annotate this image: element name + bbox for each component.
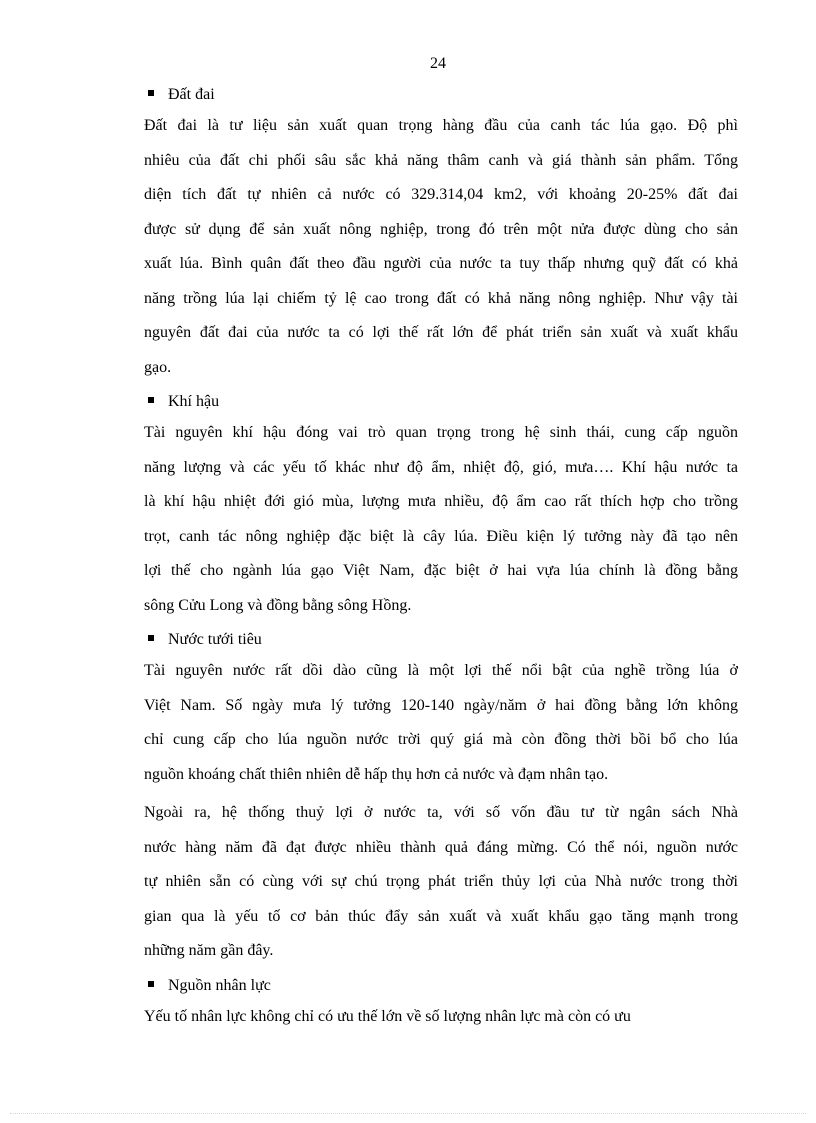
paragraph-line: được sử dụng để sản xuất nông nghiệp, trong đó trên một nửa được dùng cho sản (144, 220, 738, 238)
paragraph-line: lợi thế cho ngành lúa gạo Việt Nam, đặc biệt ở hai vựa lúa chính là đồng bằng (144, 562, 738, 579)
page-number: 24 (430, 55, 446, 72)
body-paragraph (144, 1000, 738, 1035)
paragraph-line: tự nhiên sẵn có cùng với sự chú trọng phát triển thủy lợi của Nhà nước trong thời (144, 873, 738, 890)
section-heading (148, 80, 738, 109)
page-bottom-border (10, 1113, 806, 1114)
paragraph-line: xuất lúa. Bình quân đất theo đầu người của nước ta tuy thấp nhưng quỹ đất có khả (144, 255, 738, 272)
section-heading-text: Nước tưới tiêu (168, 631, 262, 648)
section-heading-text: Đất đai (168, 86, 215, 103)
paragraph-line: chỉ cung cấp cho lúa nguồn nước trời quý giá mà còn đồng thời bồi bổ cho lúa (144, 731, 738, 748)
paragraph-line: nguồn khoáng chất thiên nhiên dễ hấp thụ hơn cả nước và đạm nhân tạo. (144, 765, 609, 783)
body-paragraph (144, 796, 738, 969)
paragraph-line: gạo. (144, 358, 172, 376)
paragraph-line: sông Cửu Long và đồng bằng sông Hồng. (144, 596, 412, 614)
section-heading (148, 625, 738, 654)
paragraph-line: trọt, canh tác nông nghiệp đặc biệt là cây lúa. Điều kiện lý tưởng này đã tạo nên (144, 527, 738, 545)
section-heading (148, 387, 738, 416)
page-content (144, 80, 738, 1034)
body-paragraph (144, 109, 738, 385)
section-heading (148, 971, 738, 1000)
paragraph-line: gian qua là yếu tố cơ bản thúc đẩy sản xuất và xuất khẩu gạo tăng mạnh trong (144, 907, 738, 925)
paragraph-line: là khí hậu nhiệt đới gió mùa, lượng mưa nhiều, độ ẩm cao rất thích hợp cho trồng (144, 493, 738, 510)
paragraph-line: Đất đai là tư liệu sản xuất quan trọng hàng đầu của canh tác lúa gạo. Độ phì (144, 117, 738, 134)
paragraph-line: nguyên đất đai của nước ta có lợi thế rất lớn để phát triển sản xuất và xuất khẩu (144, 324, 738, 341)
paragraph-line: diện tích đất tự nhiên cả nước có 329.314,04 km2, với khoảng 20-25% đất đai (144, 186, 738, 203)
paragraph-line: những năm gần đây. (144, 942, 274, 959)
square-bullet-icon (148, 90, 154, 96)
square-bullet-icon (148, 635, 154, 641)
section-heading-text: Khí hậu (168, 393, 220, 410)
square-bullet-icon (148, 397, 154, 403)
paragraph-line: Ngoài ra, hệ thống thuỷ lợi ở nước ta, với số vốn đầu tư từ ngân sách Nhà (144, 804, 738, 821)
paragraph-line: Yếu tố nhân lực không chỉ có ưu thế lớn về số lượng nhân lực mà còn có ưu (144, 1007, 631, 1025)
paragraph-line: Tài nguyên khí hậu đóng vai trò quan trọng trong hệ sinh thái, cung cấp nguồn (144, 424, 738, 441)
paragraph-line: nhiêu của đất chi phối sâu sắc khả năng thâm canh và giá thành sản phẩm. Tổng (144, 151, 738, 169)
paragraph-line: năng lượng và các yếu tố khác như độ ẩm, nhiệt độ, gió, mưa…. Khí hậu nước ta (144, 458, 738, 476)
paragraph-line: Tài nguyên nước rất dồi dào cũng là một lợi thế nổi bật của nghề trồng lúa ở (144, 662, 738, 679)
paragraph-line: năng trồng lúa lại chiếm tỷ lệ cao trong đất có khả năng nông nghiệp. Như vậy tài (144, 289, 738, 307)
body-paragraph (144, 416, 738, 623)
section-heading-text: Nguồn nhân lực (168, 976, 271, 994)
paragraph-line: nước hàng năm đã đạt được nhiều thành quả đáng mừng. Có thể nói, nguồn nước (144, 838, 738, 856)
square-bullet-icon (148, 981, 154, 987)
body-paragraph (144, 654, 738, 792)
paragraph-line: Việt Nam. Số ngày mưa lý tưởng 120-140 ngày/năm ở hai đồng bằng lớn không (144, 696, 738, 714)
